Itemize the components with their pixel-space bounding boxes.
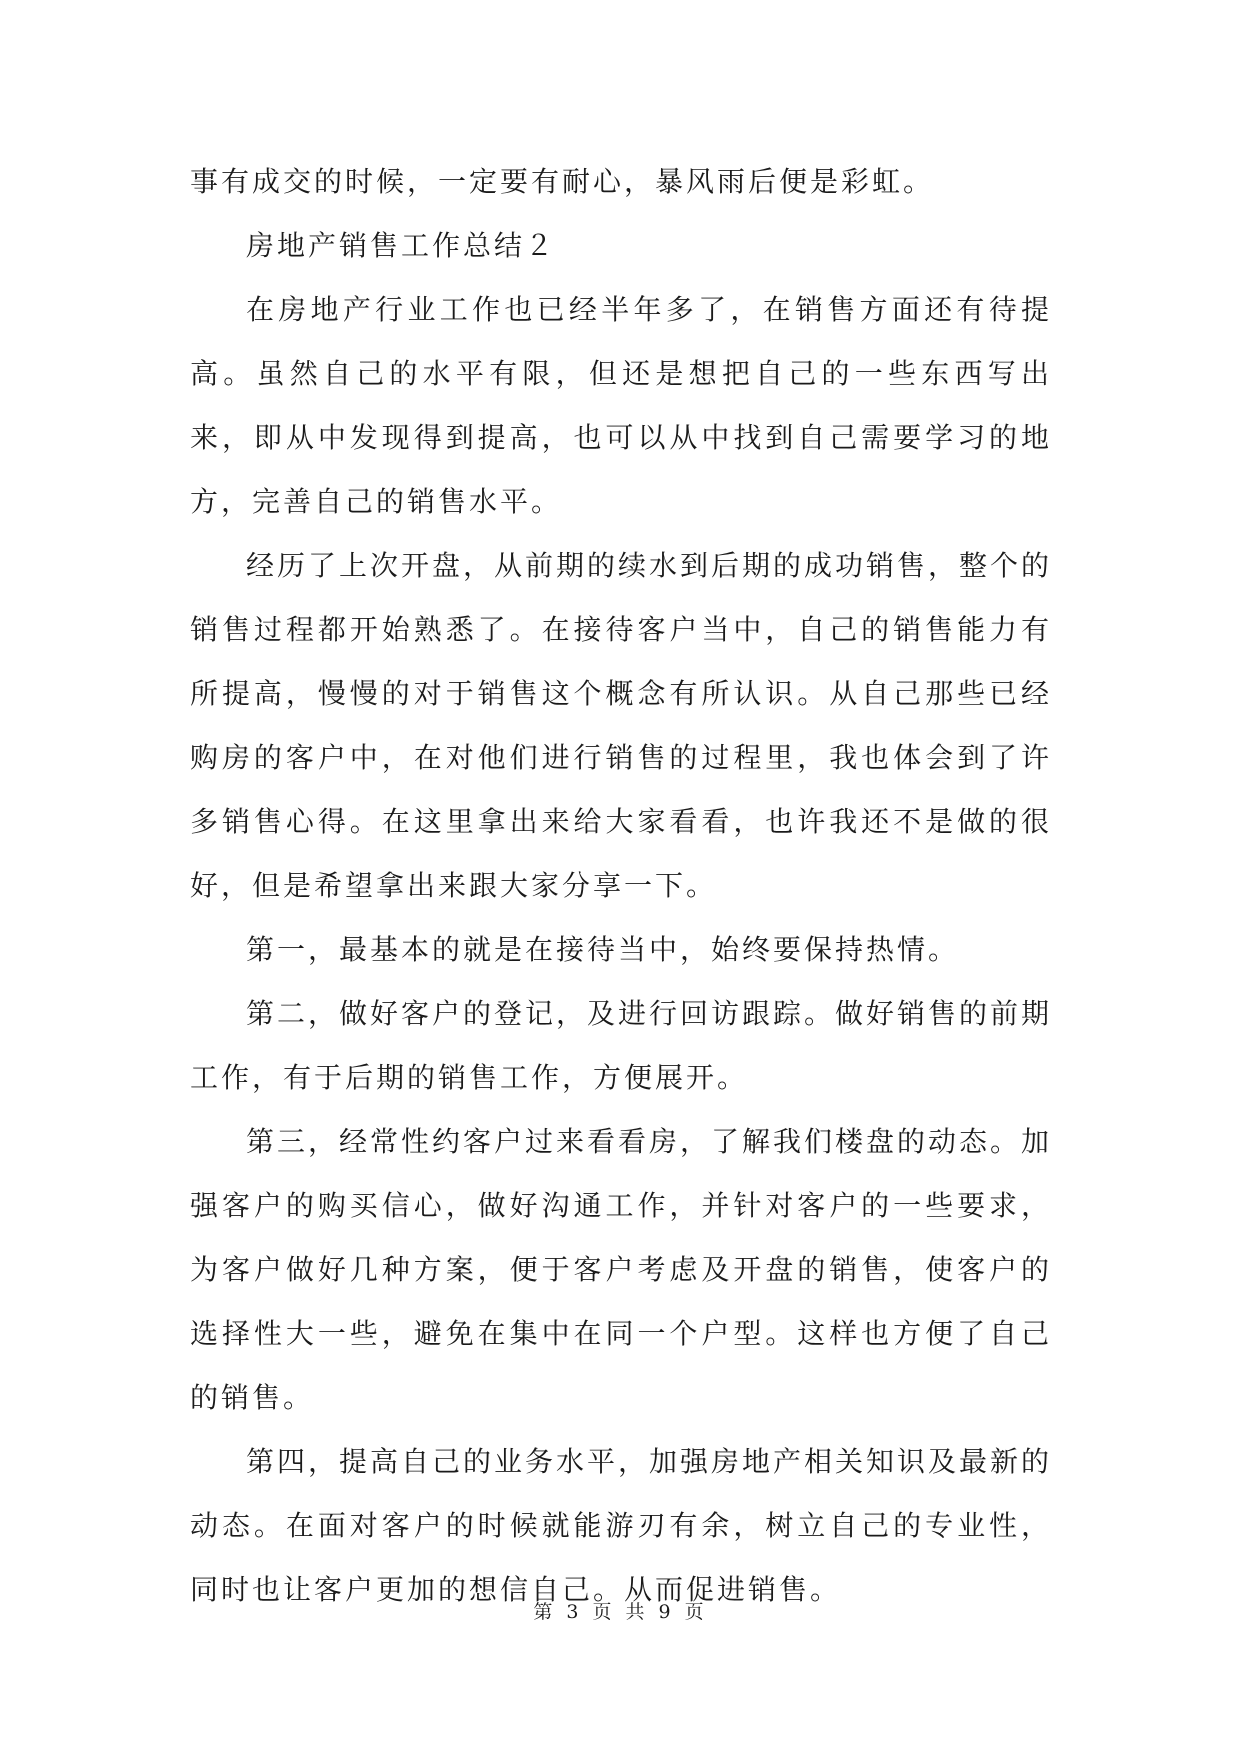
paragraph-point-4: 第四，提高自己的业务水平，加强房地产相关知识及最新的动态。在面对客户的时候就能游刃有余，树立自己的专业性，同时也让客户更加的想信自己。从而促进销售。 [190, 1445, 1053, 1606]
page-number-footer: 第 3 页 共 9 页 [533, 1601, 708, 1623]
paragraph-experience: 经历了上次开盘，从前期的续水到后期的成功销售，整个的销售过程都开始熟悉了。在接待客户当中，自己的销售能力有所提高，慢慢的对于销售这个概念有所认识。从自己那些已经购房的客户中，在对他们进行销售的过程里，我也体会到了许多销售心得。在这里拿出来给大家看看，也许我还不是做的很好，但是希望拿出来跟大家分享一下。 [190, 549, 1053, 902]
section-heading: 房地产销售工作总结２ [246, 229, 557, 262]
paragraph-intro: 在房地产行业工作也已经半年多了，在销售方面还有待提高。虽然自己的水平有限，但还是想把自己的一些东西写出来，即从中发现得到提高，也可以从中找到自己需要学习的地方，完善自己的销售水平。 [190, 293, 1052, 518]
paragraph-point-1: 第一，最基本的就是在接待当中，始终要保持热情。 [246, 933, 960, 966]
paragraph-point-3: 第三，经常性约客户过来看看房，了解我们楼盘的动态。加强客户的购买信心，做好沟通工作，并针对客户的一些要求，为客户做好几种方案，便于客户考虑及开盘的销售，使客户的选择性大一些，避免在集中在同一个户型。这样也方便了自己的销售。 [190, 1125, 1053, 1414]
paragraph-continuation: 事有成交的时候，一定要有耐心，暴风雨后便是彩虹。 [190, 165, 935, 198]
paragraph-point-2: 第二，做好客户的登记，及进行回访跟踪。做好销售的前期工作，有于后期的销售工作，方便展开。 [190, 997, 1053, 1094]
document-body [190, 150, 1052, 1622]
